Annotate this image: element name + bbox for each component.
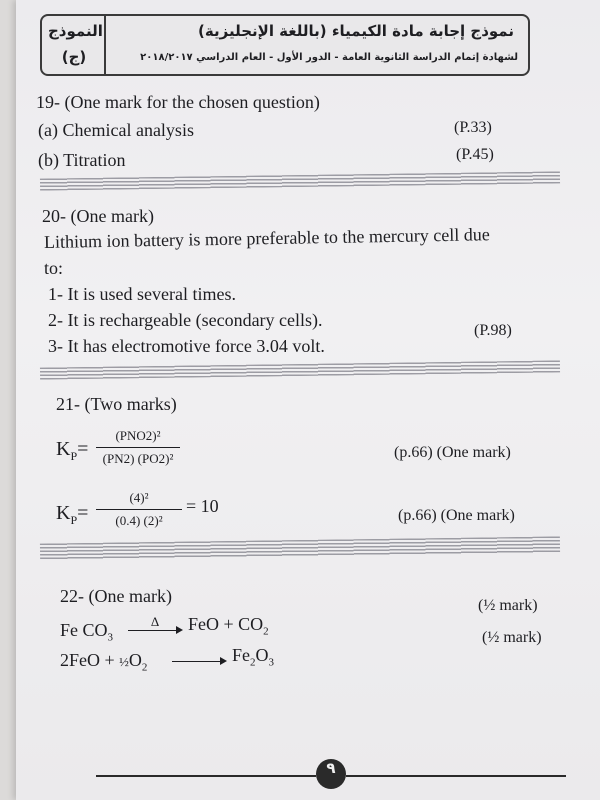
q21-kp-2 [56, 502, 88, 528]
q22-reaction-2-right [232, 645, 274, 669]
kp-eq: = [77, 502, 89, 524]
model-code: (ج) [61, 48, 87, 66]
q22-reaction-1-left [60, 620, 113, 644]
fraction-1-numerator: (PNO2)² [115, 428, 161, 443]
q21-result: = 10 [186, 496, 219, 516]
header-title: نموذج إجابة مادة الكيمياء (باللغة الإنجليزية) [198, 22, 514, 40]
oxygen: O [128, 650, 142, 670]
fraction-2-bar [96, 509, 182, 510]
page-number: ٩ [316, 759, 346, 789]
arrow-2-shaft [172, 661, 224, 662]
oxide: O [255, 645, 269, 665]
q21-fraction-2 [96, 490, 182, 529]
kp-k: K [56, 502, 71, 524]
kp-k: K [56, 438, 71, 460]
sub-2: 2 [263, 625, 269, 638]
header-subtitle: لشهادة إتمام الدراسة الثانوية العامة - الدور الأول - العام الدراسي ٢٠١٨/٢٠١٧ [140, 52, 518, 63]
q20-ref: (P.98) [474, 322, 512, 339]
q20-line-1: Lithium ion battery is more preferable to the mercury cell due [43, 224, 490, 252]
q22-reaction-1-right [188, 614, 269, 638]
fraction-2-denominator: (0.4) (2)² [115, 513, 163, 528]
q20-point-1: 1- It is used several times. [48, 284, 236, 304]
q19-option-b-ref: (P.45) [456, 146, 494, 163]
reaction-condition: Δ [150, 614, 160, 629]
footer-line-left [96, 775, 316, 777]
q20-line-2: to: [44, 258, 64, 278]
separator-1 [40, 171, 560, 190]
separator-2 [40, 360, 560, 379]
q20-point-2: 2- It is rechargeable (secondary cells). [48, 310, 323, 330]
header-box [40, 14, 530, 76]
q20-point-3: 3- It has electromotive force 3.04 volt. [48, 336, 325, 356]
reactant-2feo: 2FeO + [60, 650, 120, 670]
product-feo-co: FeO + CO [188, 614, 264, 634]
fraction-2-numerator: (4)² [129, 490, 149, 505]
reactant-feco: Fe CO [60, 620, 108, 640]
q22-heading: 22- (One mark) [60, 586, 172, 606]
q21-ref-2: (p.66) (One mark) [398, 507, 515, 524]
sub-o2: 2 [141, 661, 148, 674]
sub-3: 3 [107, 631, 114, 644]
q22-mark-1: (½ mark) [478, 597, 538, 614]
arrow-1-shaft [128, 630, 180, 631]
arrow-2-head [220, 657, 227, 665]
q19-option-a-ref: (P.33) [454, 119, 492, 136]
q22-reaction-2-left [60, 650, 147, 674]
q21-fraction-1 [96, 428, 180, 467]
header-divider [104, 16, 106, 74]
q21-kp-1 [56, 438, 88, 464]
answer-key-page [16, 0, 600, 800]
q21-heading: 21- (Two marks) [56, 394, 177, 414]
half-coefficient: ½ [119, 654, 129, 669]
q19-option-a: (a) Chemical analysis [38, 120, 194, 140]
sub-fe2: 2 [250, 656, 256, 669]
fraction-1-bar [96, 447, 180, 448]
q20-heading: 20- (One mark) [42, 206, 154, 226]
kp-p: P [70, 513, 78, 527]
footer-line-right [346, 775, 566, 777]
q19-heading: 19- (One mark for the chosen question) [36, 92, 320, 112]
kp-eq: = [77, 438, 89, 460]
q22-mark-2: (½ mark) [482, 629, 542, 646]
model-label: النموذج [48, 22, 103, 40]
kp-p: P [70, 449, 78, 463]
arrow-1-head [176, 626, 183, 634]
fraction-1-denominator: (PN2) (PO2)² [102, 451, 174, 466]
q19-option-b: (b) Titration [38, 150, 126, 170]
iron: Fe [232, 645, 250, 665]
separator-3 [40, 536, 560, 559]
q21-ref-1: (p.66) (One mark) [394, 444, 511, 461]
sub-o3: 3 [268, 656, 274, 669]
